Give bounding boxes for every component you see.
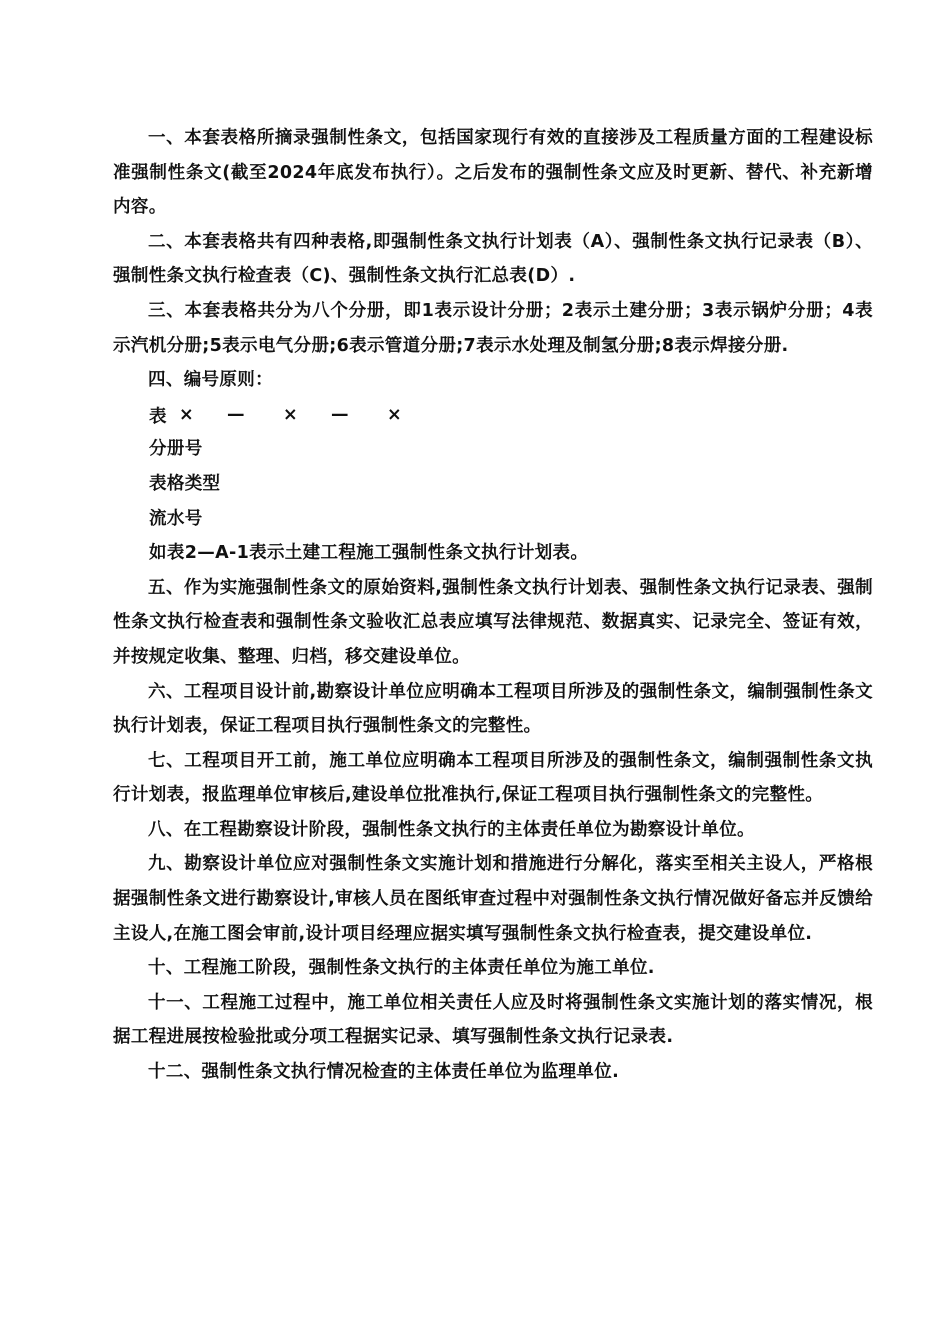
paragraph-4: 四、编号原则： xyxy=(148,370,273,391)
paragraph-2: 二、本套表格共有四种表格,即强制性条文执行计划表（A）、强制性条文执行记录表（B）、强制性条文执行检查表（C)、强制性条文执行汇总表(D）. xyxy=(113,231,873,287)
numbering-label-volume: 分册号 xyxy=(149,439,203,460)
numbering-dash: — xyxy=(227,405,245,426)
document-body xyxy=(113,121,873,1090)
numbering-placeholder-serial: × xyxy=(387,405,402,426)
numbering-prefix: 表 xyxy=(149,406,167,427)
paragraph-8: 八、在工程勘察设计阶段，强制性条文执行的主体责任单位为勘察设计单位。 xyxy=(148,819,755,840)
paragraph-6: 六、工程项目设计前,勘察设计单位应明确本工程项目所涉及的强制性条文，编制强制性条文执行计划表，保证工程项目执行强制性条文的完整性。 xyxy=(113,681,873,737)
numbering-dash: — xyxy=(331,405,349,426)
paragraph-11: 十一、工程施工过程中，施工单位相关责任人应及时将强制性条文实施计划的落实情况，根据工程进展按检验批或分项工程据实记录、填写强制性条文执行记录表. xyxy=(113,992,873,1048)
numbering-placeholder-volume: × xyxy=(179,405,194,426)
numbering-label-type: 表格类型 xyxy=(149,473,221,494)
paragraph-10: 十、工程施工阶段，强制性条文执行的主体责任单位为施工单位. xyxy=(148,958,655,979)
paragraph-3: 三、本套表格共分为八个分册，即1表示设计分册；2表示土建分册；3表示锅炉分册；4表示汽机分册;5表示电气分册;6表示管道分册;7表示水处理及制氢分册;8表示焊接分册. xyxy=(113,300,873,356)
paragraph-5: 五、作为实施强制性条文的原始资料,强制性条文执行计划表、强制性条文执行记录表、强制性条文执行检查表和强制性条文验收汇总表应填写法律规范、数据真实、记录完全、签证有效，并按规定收集、整理、归档，移交建设单位。 xyxy=(113,577,873,667)
numbering-scheme-row xyxy=(113,398,873,433)
paragraph-12: 十二、强制性条文执行情况检查的主体责任单位为监理单位. xyxy=(148,1062,620,1083)
numbering-label-serial: 流水号 xyxy=(149,508,203,529)
paragraph-9: 九、勘察设计单位应对强制性条文实施计划和措施进行分解化，落实至相关主设人，严格根据强制性条文进行勘察设计,审核人员在图纸审查过程中对强制性条文执行情况做好备忘并反馈给主设人,在施工图会审前,设计项目经理应据实填写强制性条文执行检查表，提交建设单位. xyxy=(113,854,873,944)
paragraph-7: 七、工程项目开工前，施工单位应明确本工程项目所涉及的强制性条文，编制强制性条文执行计划表，报监理单位审核后,建设单位批准执行,保证工程项目执行强制性条文的完整性。 xyxy=(113,750,873,806)
paragraph-1: 一、本套表格所摘录强制性条文，包括国家现行有效的直接涉及工程质量方面的工程建设标准强制性条文(截至2024年底发布执行）。之后发布的强制性条文应及时更新、替代、补充新增内容。 xyxy=(113,128,873,218)
numbering-example: 如表2—A-1表示土建工程施工强制性条文执行计划表。 xyxy=(149,543,589,564)
numbering-placeholder-type: × xyxy=(283,405,298,426)
